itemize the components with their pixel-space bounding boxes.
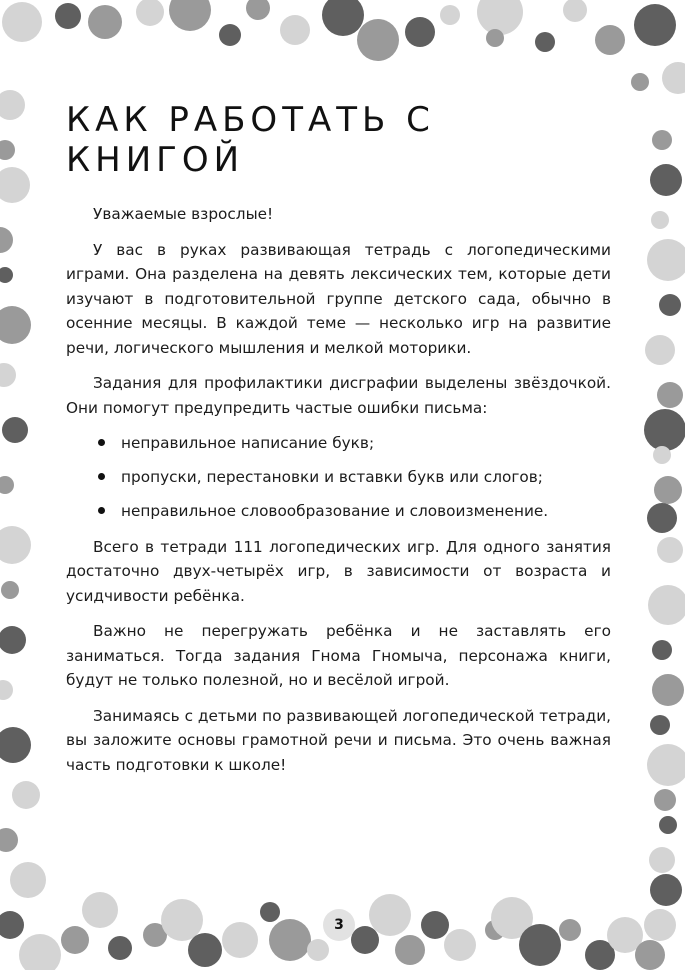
decorative-dot — [647, 744, 685, 786]
decorative-dot — [161, 899, 203, 941]
decorative-dot — [652, 640, 672, 660]
decorative-dot — [12, 781, 40, 809]
decorative-dot — [486, 29, 504, 47]
page-content — [66, 100, 611, 788]
decorative-dot — [0, 140, 15, 160]
decorative-dot — [651, 211, 669, 229]
decorative-dot — [647, 239, 685, 281]
list-item: пропуски, перестановки и вставки букв или слогов; — [66, 465, 611, 490]
decorative-dot — [0, 626, 26, 654]
decorative-dot — [631, 73, 649, 91]
decorative-dot — [563, 0, 587, 22]
decorative-dot — [405, 17, 435, 47]
decorative-dot — [10, 862, 46, 898]
paragraph-conclusion: Занимаясь с детьми по развивающей логопедической тетради, вы заложите основы грамотной речи и письма. Это очень важная часть подготовки к школе! — [66, 706, 611, 774]
decorative-dot — [55, 3, 81, 29]
decorative-dot — [650, 874, 682, 906]
paragraph-no-overload: Важно не перегружать ребёнка и не заставлять его заниматься. Тогда задания Гнома Гномыча, персонажа книги, будут не только полезной, но и весёлой игрой. — [66, 622, 611, 689]
page-number: 3 — [323, 909, 355, 941]
decorative-dot — [635, 940, 665, 970]
decorative-dot — [188, 933, 222, 967]
decorative-dot — [169, 0, 211, 31]
decorative-dot — [0, 680, 13, 700]
decorative-dot — [654, 476, 682, 504]
decorative-dot — [260, 902, 280, 922]
decorative-dot — [108, 936, 132, 960]
decorative-dot — [19, 934, 61, 970]
decorative-dot — [307, 939, 329, 961]
decorative-dot — [662, 62, 685, 94]
decorative-dot — [61, 926, 89, 954]
decorative-dot — [280, 15, 310, 45]
decorative-dot — [477, 0, 523, 35]
decorative-dot — [246, 0, 270, 20]
decorative-dot — [519, 924, 561, 966]
decorative-dot — [0, 90, 25, 120]
decorative-dot — [0, 727, 31, 763]
decorative-dot — [0, 306, 31, 344]
page-title: КАК РАБОТАТЬ С КНИГОЙ — [66, 100, 435, 180]
decorative-dot — [222, 922, 258, 958]
decorative-dot — [647, 503, 677, 533]
decorative-dot — [535, 32, 555, 52]
decorative-dot — [322, 0, 364, 36]
paragraph-dysgraphia: Задания для профилактики дисграфии выделены звёздочкой. Они помогут предупредить частые ошибки письма: — [66, 374, 611, 417]
decorative-dot — [2, 2, 42, 42]
decorative-dot — [653, 446, 671, 464]
decorative-dot — [2, 417, 28, 443]
decorative-dot — [1, 581, 19, 599]
decorative-dot — [645, 335, 675, 365]
decorative-dot — [219, 24, 241, 46]
decorative-dot — [595, 25, 625, 55]
decorative-dot — [650, 715, 670, 735]
decorative-dot — [269, 919, 311, 961]
decorative-dot — [648, 585, 685, 625]
decorative-dot — [444, 929, 476, 961]
decorative-dot — [657, 382, 683, 408]
decorative-dot — [652, 674, 684, 706]
decorative-dot — [657, 537, 683, 563]
decorative-dot — [357, 19, 399, 61]
decorative-dot — [88, 5, 122, 39]
decorative-dot — [82, 892, 118, 928]
decorative-dot — [0, 363, 16, 387]
decorative-dot — [0, 267, 13, 283]
decorative-dot — [650, 164, 682, 196]
errors-list — [66, 431, 611, 524]
decorative-dot — [136, 0, 164, 26]
decorative-dot — [0, 911, 24, 939]
decorative-dot — [0, 167, 30, 203]
decorative-dot — [654, 789, 676, 811]
paragraph-games-count: Всего в тетради 111 логопедических игр. Для одного занятия достаточно двух-четырёх игр, в зависимости от возраста и усидчивости ребёнка. — [66, 537, 611, 605]
decorative-dot — [440, 5, 460, 25]
decorative-dot — [0, 227, 13, 253]
decorative-dot — [644, 909, 676, 941]
decorative-dot — [652, 130, 672, 150]
decorative-dot — [0, 828, 18, 852]
decorative-dot — [659, 294, 681, 316]
decorative-dot — [0, 526, 31, 564]
decorative-dot — [369, 894, 411, 936]
paragraph-intro: У вас в руках развивающая тетрадь с логопедическими играми. Она разделена на девять лексических тем, которые дети изучают в подготовительной группе детского сада, обычно в осенние месяцы. В каждой теме — несколько игр на развитие речи, логического мышления и мелкой моторики. — [66, 240, 611, 357]
decorative-dot — [659, 816, 677, 834]
decorative-dot — [351, 926, 379, 954]
decorative-dot — [634, 4, 676, 46]
list-item: неправильное словообразование и словоизменение. — [66, 499, 611, 524]
decorative-dot — [644, 409, 685, 451]
decorative-dot — [0, 476, 14, 494]
decorative-dot — [421, 911, 449, 939]
greeting: Уважаемые взрослые! — [93, 205, 274, 223]
decorative-dot — [649, 847, 675, 873]
decorative-dot — [395, 935, 425, 965]
decorative-dot — [559, 919, 581, 941]
list-item: неправильное написание букв; — [66, 431, 611, 456]
